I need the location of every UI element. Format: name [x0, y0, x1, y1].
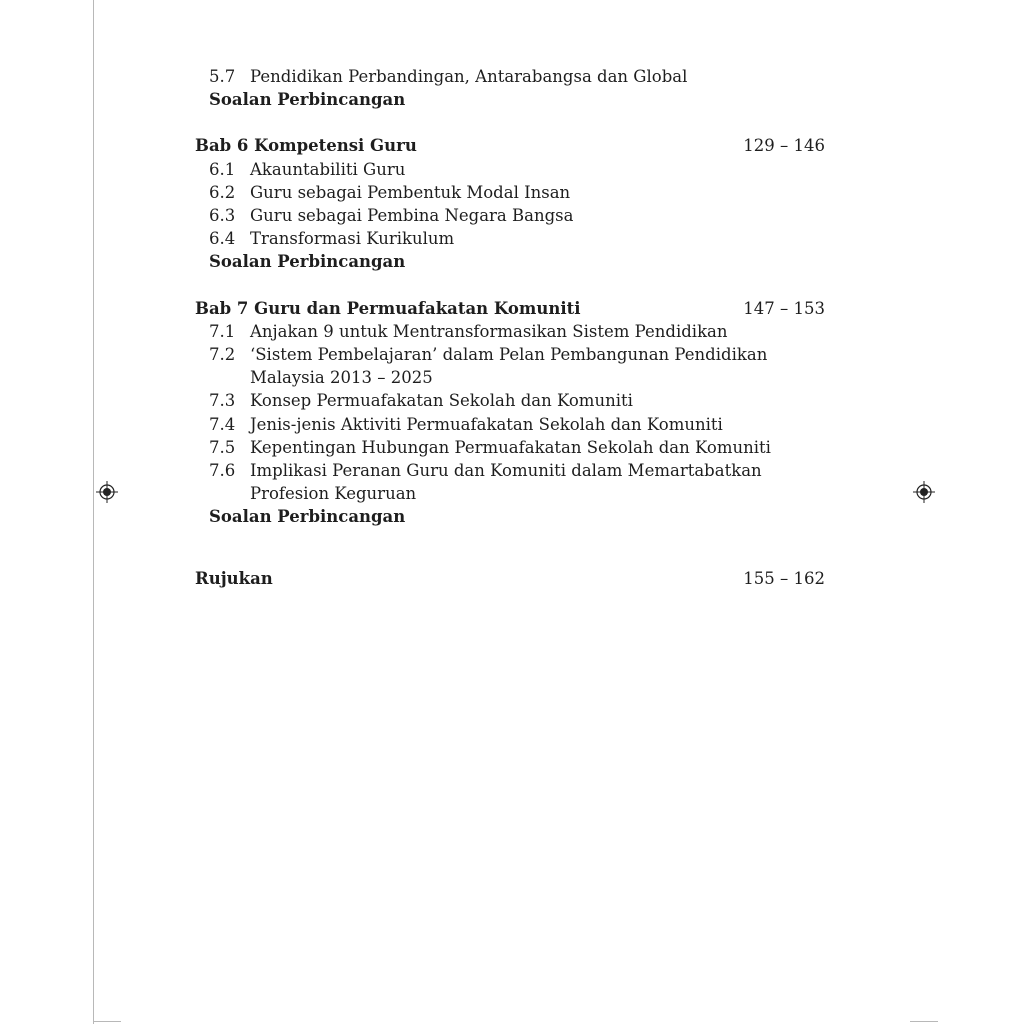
- registration-target-icon: [96, 481, 118, 503]
- toc-item-number: 6.1: [209, 159, 236, 179]
- toc-item-6-3: [195, 204, 825, 227]
- rujukan-page-range: 155 – 162: [743, 568, 825, 588]
- toc-item-number: 7.6: [209, 461, 236, 481]
- toc-item-number: 7.2: [209, 345, 236, 365]
- toc-item-7-6: [195, 459, 825, 505]
- toc-item-7-3: [195, 389, 825, 412]
- toc-item-7-1: [195, 320, 825, 343]
- toc-item-number: 7.4: [209, 414, 236, 434]
- toc-item-number: 7.3: [209, 391, 236, 411]
- toc-item-5-7: [195, 65, 825, 88]
- crop-line-left: [93, 0, 94, 1024]
- toc-item-title: Anjakan 9 untuk Mentransformasikan Sistem Pendidikan: [250, 321, 728, 341]
- toc-item-title: ‘Sistem Pembelajaran’ dalam Pelan Pembangunan Pendidikan Malaysia 2013 – 2025: [250, 345, 768, 388]
- table-of-contents: [195, 65, 825, 590]
- toc-item-title: Pendidikan Perbandingan, Antarabangsa dan Global: [250, 67, 688, 86]
- toc-item-title: Guru sebagai Pembentuk Modal Insan: [250, 182, 571, 202]
- crop-line-bottom-right: [910, 1021, 938, 1022]
- chapter-page-range: 147 – 153: [743, 298, 825, 318]
- toc-item-title: Akauntabiliti Guru: [250, 159, 406, 179]
- toc-item-number: 5.7: [209, 67, 236, 86]
- toc-item-title: Kepentingan Hubungan Permuafakatan Sekolah dan Komuniti: [250, 437, 771, 457]
- soalan-perbincangan-heading: Soalan Perbincangan: [209, 252, 406, 272]
- chapter-6-heading: [195, 134, 825, 157]
- chapter-7-heading: [195, 297, 825, 320]
- toc-item-number: 6.4: [209, 229, 236, 249]
- toc-item-number: 7.5: [209, 437, 236, 457]
- rujukan-heading: [195, 567, 825, 590]
- soalan-perbincangan-heading: Soalan Perbincangan: [209, 90, 406, 110]
- chapter-page-range: 129 – 146: [743, 136, 825, 156]
- toc-item-title: Konsep Permuafakatan Sekolah dan Komuniti: [250, 391, 633, 411]
- toc-item-title: Implikasi Peranan Guru dan Komuniti dalam Memartabatkan Profesion Keguruan: [250, 461, 762, 504]
- toc-item-7-4: [195, 413, 825, 436]
- toc-item-title: Guru sebagai Pembina Negara Bangsa: [250, 206, 574, 226]
- toc-item-6-1: [195, 158, 825, 181]
- toc-item-7-2: [195, 343, 825, 389]
- toc-item-number: 6.3: [209, 206, 236, 226]
- toc-item-7-5: [195, 436, 825, 459]
- rujukan-title: Rujukan: [195, 568, 273, 588]
- registration-target-icon: [913, 481, 935, 503]
- crop-line-bottom-left: [93, 1021, 121, 1022]
- toc-item-number: 6.2: [209, 182, 236, 202]
- toc-item-6-4: [195, 227, 825, 250]
- soalan-perbincangan-heading: Soalan Perbincangan: [209, 507, 406, 527]
- toc-item-title: Jenis-jenis Aktiviti Permuafakatan Sekolah dan Komuniti: [250, 414, 723, 434]
- toc-item-title: Transformasi Kurikulum: [250, 229, 455, 249]
- toc-item-6-2: [195, 181, 825, 204]
- chapter-title: Bab 7 Guru dan Permuafakatan Komuniti: [195, 298, 581, 318]
- chapter-title: Bab 6 Kompetensi Guru: [195, 136, 417, 156]
- toc-item-number: 7.1: [209, 321, 236, 341]
